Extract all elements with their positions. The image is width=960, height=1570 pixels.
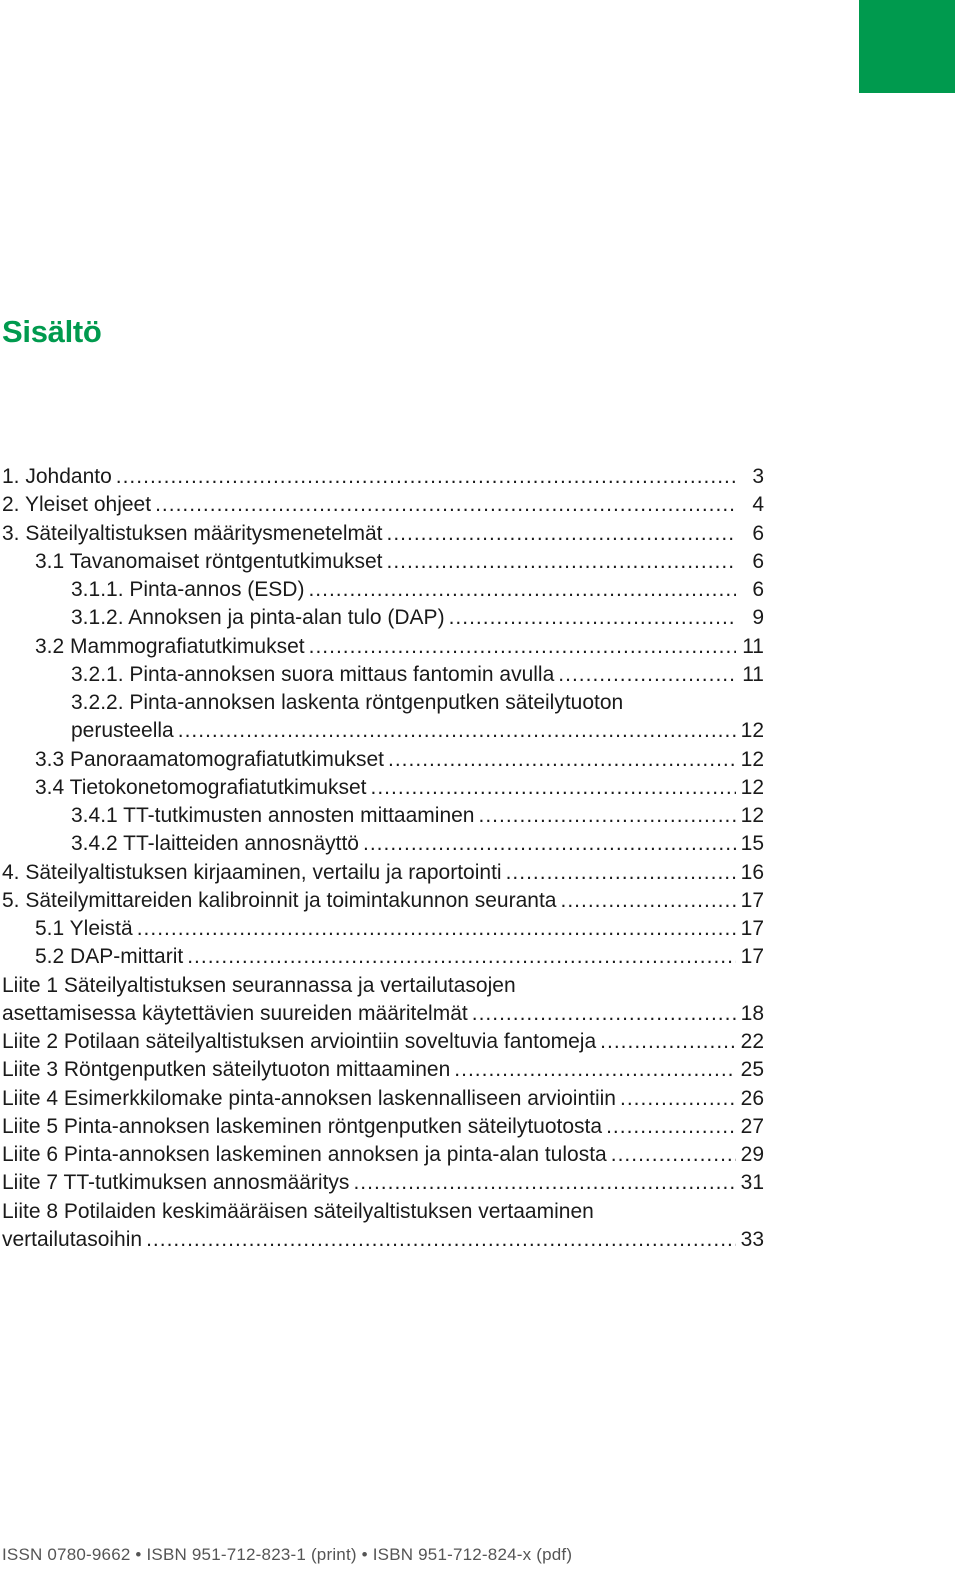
toc-entry[interactable] <box>2 576 764 604</box>
toc-entry-page-number: 12 <box>740 747 764 771</box>
toc-entry-page-number: 22 <box>740 1030 764 1053</box>
toc-entry-page-number: 26 <box>740 1086 764 1110</box>
dot-leader <box>506 859 736 887</box>
toc-entry-label: 2. Yleiset ohjeet <box>2 491 155 519</box>
table-of-contents <box>2 463 764 1254</box>
toc-entry[interactable] <box>2 1198 764 1255</box>
dot-leader <box>388 746 736 774</box>
dot-leader <box>558 661 736 689</box>
toc-entry-page-number: 17 <box>740 945 764 969</box>
toc-entry-label: vertailutasoihin <box>2 1226 146 1254</box>
dot-leader <box>472 1000 736 1028</box>
dot-leader <box>155 491 736 519</box>
toc-entry[interactable] <box>2 887 764 915</box>
toc-entry-page-number: 25 <box>740 1058 764 1082</box>
toc-entry-label: 3. Säteilyaltistuksen määritysmenetelmät <box>2 520 387 548</box>
toc-entry-label: 4. Säteilyaltistuksen kirjaaminen, vertailu ja raportointi <box>2 859 506 887</box>
dot-leader <box>353 1169 736 1197</box>
toc-entry[interactable] <box>2 1113 764 1141</box>
toc-entry-label: 3.2 Mammografiatutkimukset <box>35 633 309 661</box>
dot-leader <box>560 887 736 915</box>
toc-entry-page-number: 15 <box>740 832 764 856</box>
dot-leader <box>479 802 737 830</box>
toc-entry-page-number: 9 <box>752 606 764 630</box>
toc-entry[interactable] <box>2 802 764 830</box>
toc-entry-label: perusteella <box>71 717 178 745</box>
dot-leader <box>146 1226 736 1254</box>
toc-entry-label-line1: Liite 1 Säteilyaltistuksen seurannassa ja vertailutasojen <box>2 973 516 997</box>
dot-leader <box>178 717 736 745</box>
toc-entry-label: 3.3 Panoraamatomografiatutkimukset <box>35 746 388 774</box>
toc-entry-label: 3.4.1 TT-tutkimusten annosten mittaaminen <box>71 802 479 830</box>
toc-entry-page-number: 6 <box>752 578 764 601</box>
page-title: Sisältö <box>2 314 102 349</box>
toc-entry-page-number: 17 <box>740 917 764 940</box>
toc-entry-page-number: 4 <box>752 493 764 517</box>
dot-leader <box>187 943 736 971</box>
toc-entry-label-line1: 3.2.2. Pinta-annoksen laskenta röntgenputken säteilytuoton <box>71 691 624 714</box>
toc-entry-label: 1. Johdanto <box>2 463 116 491</box>
toc-entry-label: Liite 4 Esimerkkilomake pinta-annoksen laskennalliseen arviointiin <box>2 1085 620 1113</box>
dot-leader <box>600 1028 736 1056</box>
dot-leader <box>386 548 736 576</box>
toc-entry-label: Liite 7 TT-tutkimuksen annosmääritys <box>2 1169 353 1197</box>
toc-entry-label: 3.4.2 TT-laitteiden annosnäyttö <box>71 830 363 858</box>
toc-entry-page-number: 31 <box>740 1171 764 1195</box>
toc-entry-page-number: 12 <box>740 775 764 799</box>
toc-entry[interactable] <box>2 1169 764 1197</box>
toc-entry-label: 5.1 Yleistä <box>35 915 137 943</box>
toc-entry[interactable] <box>2 661 764 689</box>
toc-entry-page-number: 17 <box>740 888 764 912</box>
toc-entry-label: 3.1 Tavanomaiset röntgentutkimukset <box>35 548 386 576</box>
dot-leader <box>606 1113 736 1141</box>
green-corner-tab <box>859 0 955 93</box>
toc-entry[interactable] <box>2 463 764 491</box>
dot-leader <box>309 633 736 661</box>
dot-leader <box>611 1141 736 1169</box>
toc-entry-page-number: 27 <box>740 1114 764 1138</box>
toc-entry-label: 5. Säteilymittareiden kalibroinnit ja toimintakunnon seuranta <box>2 887 560 915</box>
toc-entry-label: 5.2 DAP-mittarit <box>35 943 187 971</box>
toc-entry-page-number: 16 <box>740 860 764 884</box>
toc-entry-label: Liite 5 Pinta-annoksen laskeminen röntgenputken säteilytuotosta <box>2 1113 606 1141</box>
toc-entry[interactable] <box>2 972 764 1029</box>
toc-entry-label: 3.1.2. Annoksen ja pinta-alan tulo (DAP) <box>71 604 449 632</box>
toc-entry[interactable] <box>2 1028 764 1056</box>
dot-leader <box>620 1085 736 1113</box>
toc-entry-page-number: 33 <box>740 1227 764 1251</box>
toc-entry[interactable] <box>2 689 764 746</box>
toc-entry[interactable] <box>2 830 764 858</box>
dot-leader <box>116 463 736 491</box>
toc-entry[interactable] <box>2 915 764 943</box>
toc-entry-page-number: 12 <box>740 719 764 743</box>
toc-entry-page-number: 6 <box>752 521 764 545</box>
toc-entry[interactable] <box>2 604 764 632</box>
toc-entry[interactable] <box>2 1141 764 1169</box>
toc-entry-label: asettamisessa käytettävien suureiden määritelmät <box>2 1000 472 1028</box>
toc-entry-label: 3.1.1. Pinta-annos (ESD) <box>71 576 308 604</box>
toc-entry[interactable] <box>2 943 764 971</box>
toc-entry-label: 3.2.1. Pinta-annoksen suora mittaus fantomin avulla <box>71 661 558 689</box>
toc-entry-page-number: 6 <box>752 549 764 573</box>
dot-leader <box>454 1056 736 1084</box>
toc-entry[interactable] <box>2 1085 764 1113</box>
toc-entry-page-number: 12 <box>740 804 764 827</box>
dot-leader <box>137 915 736 943</box>
toc-entry-page-number: 11 <box>742 662 764 686</box>
toc-entry-label-line1: Liite 8 Potilaiden keskimääräisen säteilyaltistuksen vertaaminen <box>2 1199 594 1223</box>
toc-entry-label: Liite 2 Potilaan säteilyaltistuksen arviointiin soveltuvia fantomeja <box>2 1028 600 1056</box>
toc-entry[interactable] <box>2 548 764 576</box>
toc-entry[interactable] <box>2 491 764 519</box>
toc-entry[interactable] <box>2 774 764 802</box>
toc-entry-page-number: 11 <box>742 634 764 658</box>
dot-leader <box>308 576 736 604</box>
dot-leader <box>387 520 737 548</box>
toc-entry-page-number: 29 <box>740 1143 764 1166</box>
toc-entry-page-number: 3 <box>752 465 764 488</box>
toc-entry-label: 3.4 Tietokonetomografiatutkimukset <box>35 774 371 802</box>
issn-isbn-footer: ISSN 0780-9662 • ISBN 951-712-823-1 (print) • ISBN 951-712-824-x (pdf) <box>2 1545 573 1564</box>
dot-leader <box>363 830 736 858</box>
toc-entry-page-number: 18 <box>740 1001 764 1025</box>
toc-entry[interactable] <box>2 520 764 548</box>
toc-entry[interactable] <box>2 633 764 661</box>
dot-leader <box>371 774 736 802</box>
toc-entry[interactable] <box>2 1056 764 1084</box>
dot-leader <box>449 604 736 632</box>
toc-entry-label: Liite 3 Röntgenputken säteilytuoton mittaaminen <box>2 1056 454 1084</box>
toc-entry[interactable] <box>2 859 764 887</box>
toc-entry-label: Liite 6 Pinta-annoksen laskeminen annoksen ja pinta-alan tulosta <box>2 1141 611 1169</box>
toc-entry[interactable] <box>2 746 764 774</box>
